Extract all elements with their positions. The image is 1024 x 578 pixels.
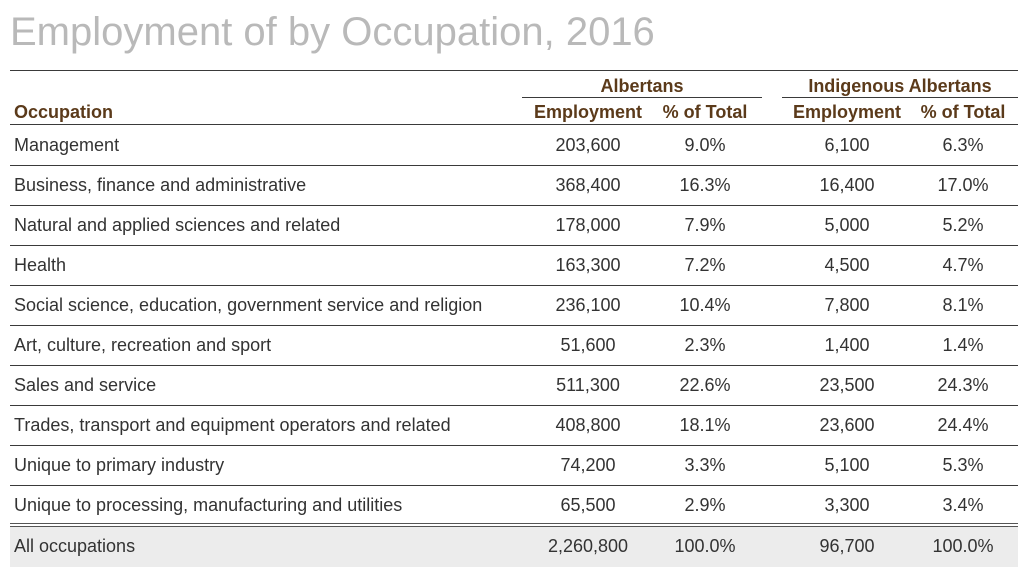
cell-alb-pct: 22.6% (679, 375, 731, 395)
cell-occupation: Health (14, 255, 67, 275)
cell-alb-employment: 74,200 (560, 455, 616, 475)
column-header-alb-pct: % of Total (662, 102, 748, 122)
row-divider (10, 325, 1018, 326)
cell-alb-employment: 51,600 (560, 335, 616, 355)
row-divider (10, 165, 1018, 166)
cell-alb-pct: 7.9% (684, 215, 726, 235)
header-rule (10, 124, 1018, 125)
cell-occupation: Trades, transport and equipment operators and related (14, 415, 451, 435)
cell-alb-pct: 3.3% (684, 455, 726, 475)
total-double-rule-bottom (10, 526, 1018, 527)
total-ind-employment: 96,700 (819, 536, 875, 556)
column-header-occupation: Occupation (14, 102, 114, 122)
cell-alb-pct: 10.4% (679, 295, 731, 315)
cell-occupation: Business, finance and administrative (14, 175, 307, 195)
total-occupation: All occupations (14, 536, 136, 556)
group-rule-indigenous (782, 97, 1018, 98)
row-divider (10, 365, 1018, 366)
cell-occupation: Unique to primary industry (14, 455, 225, 475)
table-top-rule (10, 70, 1018, 71)
cell-ind-employment: 16,400 (819, 175, 875, 195)
cell-ind-pct: 8.1% (942, 295, 984, 315)
cell-occupation: Social science, education, government service and religion (14, 295, 483, 315)
cell-ind-employment: 4,500 (824, 255, 870, 275)
cell-ind-employment: 5,100 (824, 455, 870, 475)
cell-ind-employment: 23,500 (819, 375, 875, 395)
column-header-ind-employment: Employment (792, 102, 902, 122)
cell-ind-pct: 5.3% (942, 455, 984, 475)
cell-alb-employment: 203,600 (555, 135, 621, 155)
cell-alb-pct: 9.0% (684, 135, 726, 155)
row-divider (10, 285, 1018, 286)
total-alb-pct: 100.0% (674, 536, 736, 556)
row-divider (10, 405, 1018, 406)
page-title: Employment of by Occupation, 2016 (10, 10, 655, 54)
cell-ind-employment: 7,800 (824, 295, 870, 315)
cell-alb-employment: 368,400 (555, 175, 621, 195)
cell-alb-employment: 236,100 (555, 295, 621, 315)
cell-ind-employment: 3,300 (824, 495, 870, 515)
cell-alb-employment: 408,800 (555, 415, 621, 435)
cell-alb-employment: 178,000 (555, 215, 621, 235)
cell-occupation: Sales and service (14, 375, 157, 395)
row-divider (10, 485, 1018, 486)
cell-ind-pct: 6.3% (942, 135, 984, 155)
total-alb-employment: 2,260,800 (547, 536, 629, 556)
cell-alb-pct: 18.1% (679, 415, 731, 435)
total-ind-pct: 100.0% (932, 536, 994, 556)
cell-ind-employment: 6,100 (824, 135, 870, 155)
group-rule-albertans (522, 97, 762, 98)
cell-occupation: Unique to processing, manufacturing and utilities (14, 495, 403, 515)
row-divider (10, 245, 1018, 246)
column-header-alb-employment: Employment (533, 102, 643, 122)
cell-ind-pct: 4.7% (942, 255, 984, 275)
cell-alb-employment: 65,500 (560, 495, 616, 515)
cell-alb-pct: 2.9% (684, 495, 726, 515)
cell-ind-pct: 24.3% (937, 375, 989, 395)
cell-ind-pct: 1.4% (942, 335, 984, 355)
cell-occupation: Management (14, 135, 120, 155)
cell-occupation: Art, culture, recreation and sport (14, 335, 272, 355)
cell-ind-employment: 1,400 (824, 335, 870, 355)
total-double-rule-top (10, 523, 1018, 524)
cell-alb-employment: 163,300 (555, 255, 621, 275)
cell-alb-pct: 2.3% (684, 335, 726, 355)
cell-alb-employment: 511,300 (556, 375, 620, 395)
cell-alb-pct: 16.3% (679, 175, 731, 195)
cell-ind-pct: 5.2% (942, 215, 984, 235)
cell-ind-employment: 23,600 (819, 415, 875, 435)
cell-ind-pct: 24.4% (937, 415, 989, 435)
row-divider (10, 445, 1018, 446)
group-header-indigenous: Indigenous Albertans (808, 76, 992, 96)
cell-alb-pct: 7.2% (684, 255, 726, 275)
column-header-ind-pct: % of Total (920, 102, 1006, 122)
cell-ind-pct: 3.4% (942, 495, 984, 515)
group-header-albertans: Albertans (600, 76, 684, 96)
cell-ind-pct: 17.0% (937, 175, 989, 195)
row-divider (10, 205, 1018, 206)
cell-ind-employment: 5,000 (824, 215, 870, 235)
cell-occupation: Natural and applied sciences and related (14, 215, 341, 235)
